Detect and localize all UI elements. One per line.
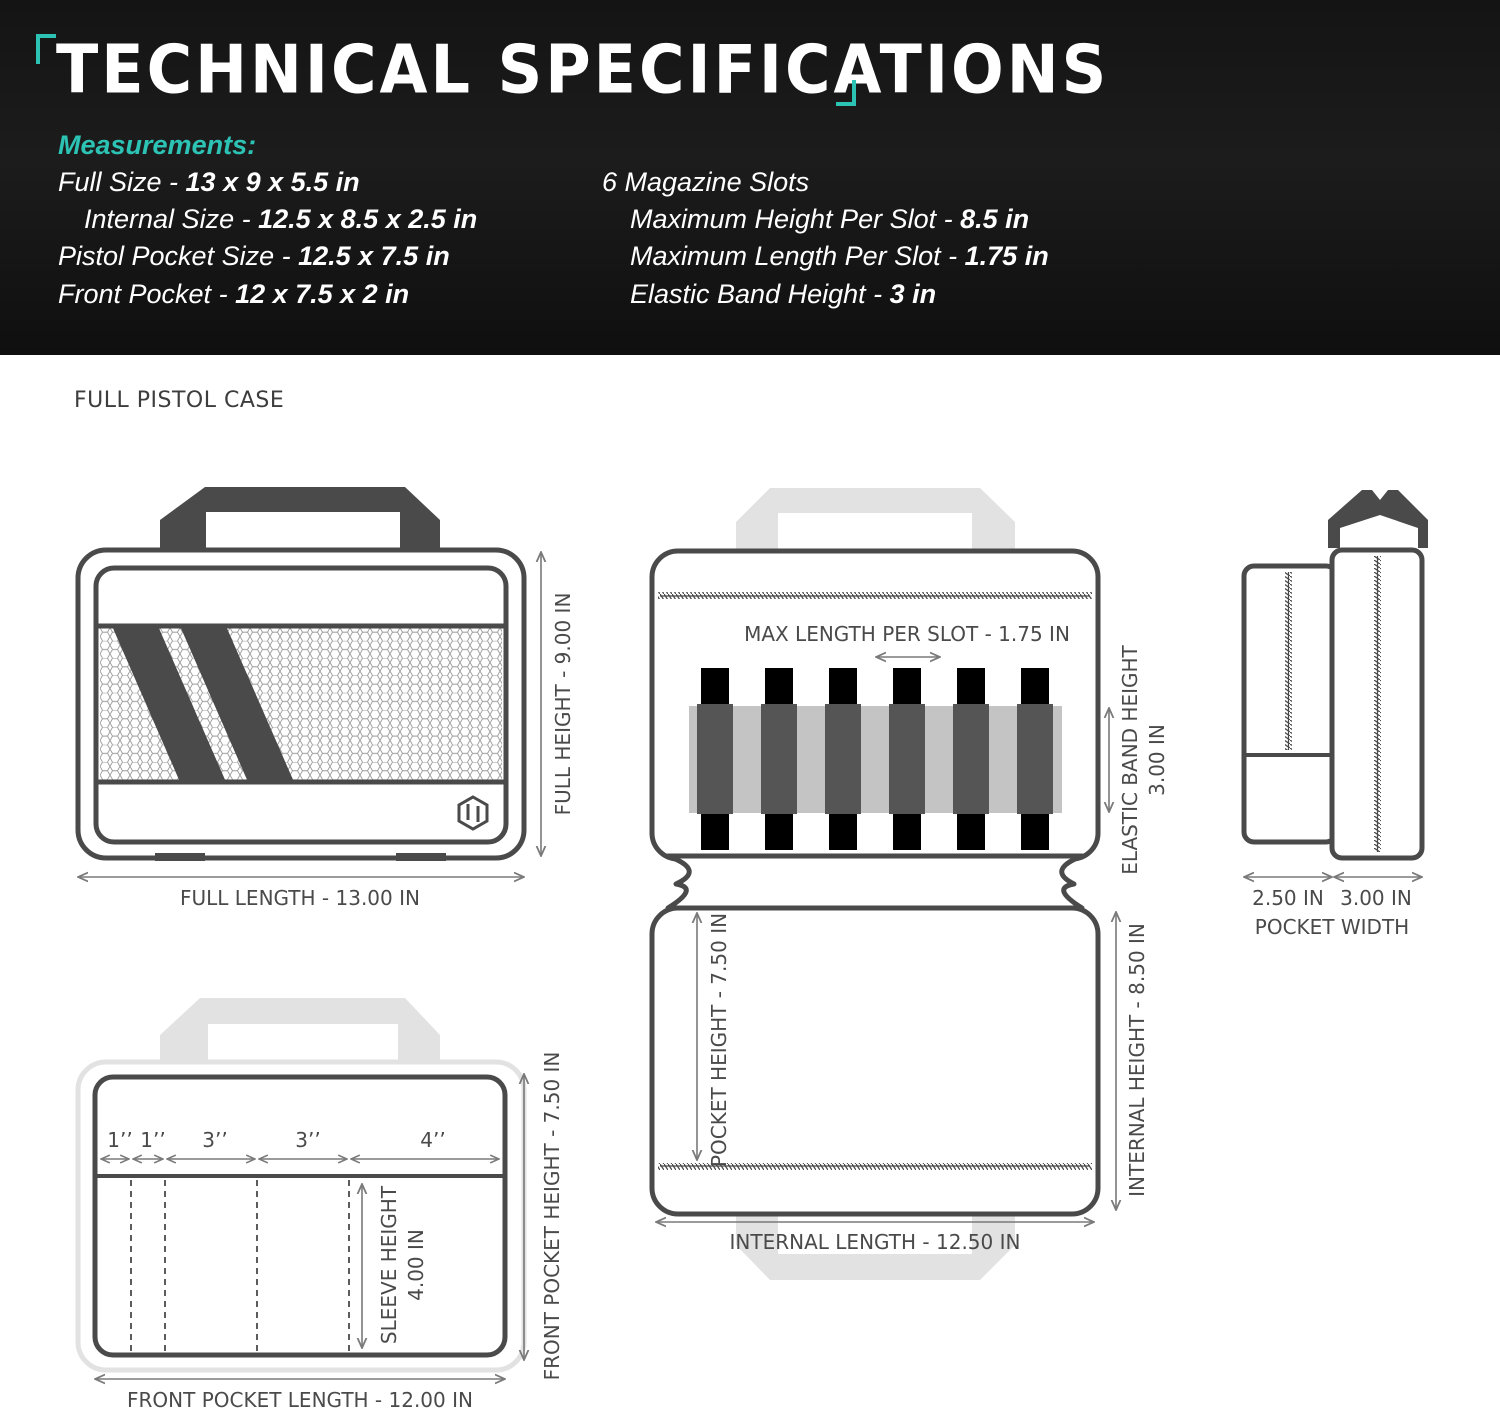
side-handle — [1328, 490, 1428, 548]
elastic-band-height-label: ELASTIC BAND HEIGHT — [1118, 645, 1142, 875]
full-case-handle — [160, 487, 440, 552]
spec-max-length-per-slot: Maximum Length Per Slot - 1.75 in — [630, 241, 1049, 271]
side-view — [1244, 490, 1428, 939]
magazine-slot — [953, 668, 989, 850]
page-title: TECHNICAL SPECIFICATIONS — [56, 30, 1110, 109]
open-case-view — [652, 488, 1169, 1280]
sleeve-width-label-5: 4’’ — [420, 1128, 446, 1152]
sleeve-width-label-1: 1’’ — [107, 1128, 133, 1152]
pocket-width-right-label: 3.00 IN — [1340, 886, 1412, 910]
front-pocket-height-label: FRONT POCKET HEIGHT - 7.50 IN — [540, 1051, 564, 1381]
front-pocket-panel — [95, 1077, 505, 1355]
internal-height-label: INTERNAL HEIGHT - 8.50 IN — [1125, 923, 1149, 1197]
sleeve-height-label: SLEEVE HEIGHT — [377, 1185, 401, 1345]
spec-pistol-pocket-size: Pistol Pocket Size - 12.5 x 7.5 in — [58, 241, 450, 271]
measurements-label: Measurements: — [58, 130, 257, 160]
internal-length-label: INTERNAL LENGTH - 12.50 IN — [729, 1230, 1021, 1254]
magazine-slot — [761, 668, 797, 850]
spec-front-pocket: Front Pocket - 12 x 7.5 x 2 in — [58, 279, 410, 309]
spec-magazine-slots: 6 Magazine Slots — [602, 167, 810, 197]
full-case-view — [78, 487, 575, 910]
sleeve-width-label-2: 1’’ — [140, 1128, 166, 1152]
spec-internal-size: Internal Size - 12.5 x 8.5 x 2.5 in — [84, 204, 478, 234]
pocket-height-label: POCKET HEIGHT - 7.50 IN — [707, 912, 731, 1168]
spec-elastic-band-height: Elastic Band Height - 3 in — [630, 279, 937, 309]
magazine-slot — [825, 668, 861, 850]
sleeve-height-value: 4.00 IN — [404, 1229, 428, 1301]
pocket-width-label: POCKET WIDTH — [1254, 915, 1410, 939]
magazine-slot — [697, 668, 733, 850]
sleeve-width-label-3: 3’’ — [202, 1128, 228, 1152]
front-pocket-length-label: FRONT POCKET LENGTH - 12.00 IN — [127, 1388, 473, 1412]
open-case-handle-top — [736, 488, 1015, 552]
full-length-label: FULL LENGTH - 13.00 IN — [180, 886, 420, 910]
diagram-title: FULL PISTOL CASE — [74, 388, 285, 413]
elastic-band — [689, 706, 1062, 813]
spec-full-size: Full Size - 13 x 9 x 5.5 in — [58, 167, 360, 197]
max-length-per-slot-label: MAX LENGTH PER SLOT - 1.75 IN — [744, 622, 1070, 646]
pocket-width-left-label: 2.50 IN — [1252, 886, 1324, 910]
magazine-slot — [889, 668, 925, 850]
front-pocket-view — [78, 998, 564, 1412]
sleeve-width-label-4: 3’’ — [295, 1128, 321, 1152]
elastic-band-height-value: 3.00 IN — [1145, 724, 1169, 796]
spec-max-height-per-slot: Maximum Height Per Slot - 8.5 in — [630, 204, 1030, 234]
magazine-slot — [1017, 668, 1053, 850]
full-height-label: FULL HEIGHT - 9.00 IN — [551, 592, 575, 816]
